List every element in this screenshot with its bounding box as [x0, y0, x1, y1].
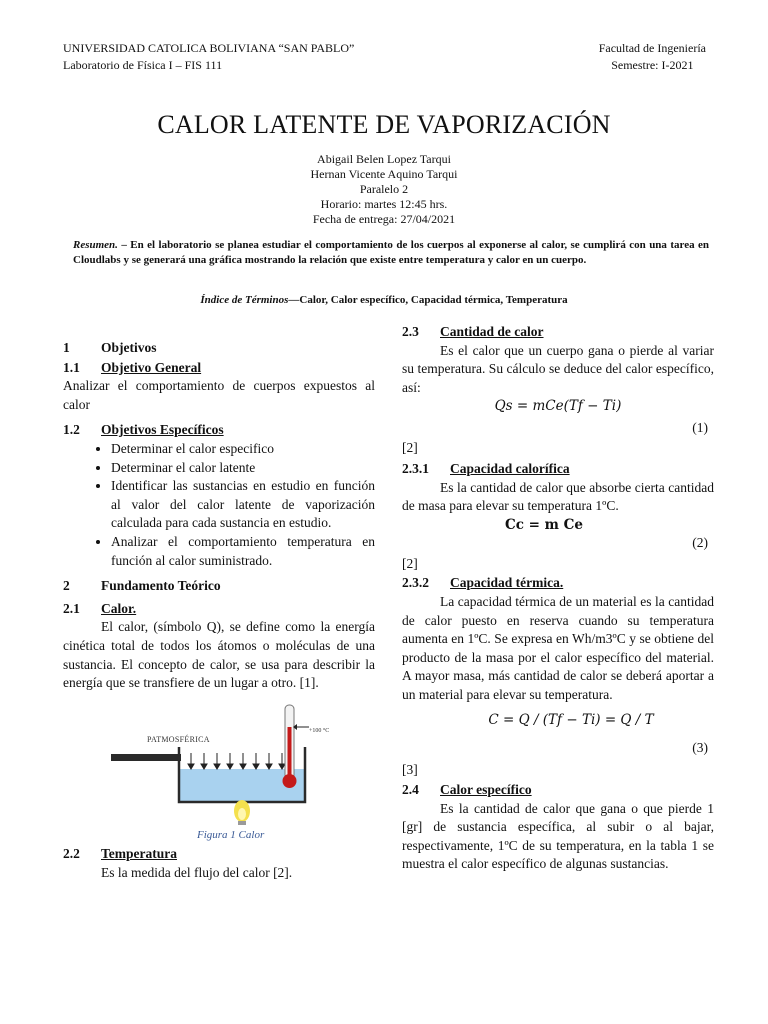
- figure-heating-diagram: [109, 703, 349, 825]
- reference: [3]: [402, 761, 418, 777]
- paralelo: Paralelo 2: [359, 182, 409, 196]
- schedule: Horario: martes 12:45 hrs.: [320, 197, 448, 211]
- paragraph: La capacidad térmica de un material es la cantidad de calor puesto en reserva cuando su temperatura aumenta en 1ºC. Se expresa en Wh/m3ºC y se obtiene del producto de la masa por el calor específico del material. A mayor masa, más cantidad de calor se deberá aportar a un material para elevar su temperatura.: [402, 593, 714, 702]
- equation-number: (2): [692, 534, 708, 550]
- paragraph: Es el calor que un cuerpo gana o pierde al variar su temperatura. Su cálculo se deduce del calor específico, así:: [402, 342, 714, 395]
- section-heading: 2 Fundamento Teórico: [63, 578, 221, 594]
- equation-1-number-row: [402, 419, 714, 437]
- section-heading: 2.4 Calor específico: [402, 782, 532, 798]
- equation-1: [402, 397, 714, 419]
- equation-2-number-row: [402, 534, 714, 552]
- section-heading: 2.3.2 Capacidad térmica.: [402, 575, 564, 591]
- section-heading: 2.2 Temperatura: [63, 846, 177, 862]
- index-terms: [0, 294, 768, 306]
- abstract-text: – En el laboratorio se planea estudiar el comportamiento de los cuerpos al exponerse al calor, se cumplirá con una tarea en Cloudlabs y se generará una gráfica mostrando la relación que existe entre temperatura y calor en un cuerpo.: [73, 239, 709, 266]
- list-item: • Analizar el comportamiento temperatura en función al calor suministrado.: [111, 533, 375, 570]
- section-heading: 1 Objetivos: [63, 340, 157, 355]
- section-heading: 2.3 Cantidad de calor: [402, 324, 544, 339]
- author-1: Abigail Belen Lopez Tarqui: [317, 152, 451, 166]
- due-date: Fecha de entrega: 27/04/2021: [312, 212, 456, 226]
- temperature-label: +100 °C: [309, 727, 330, 734]
- section-heading: 1.1 Objetivo General: [63, 359, 202, 375]
- right-column: [402, 323, 714, 874]
- author-2: Hernan Vicente Aquino Tarqui: [310, 167, 458, 181]
- list-item: • Determinar el calor latente: [111, 459, 375, 478]
- pot-handle: [111, 754, 181, 761]
- abstract: [73, 238, 709, 268]
- equation-3-number-row: [402, 739, 714, 757]
- paragraph: Es la cantidad de calor que gana o que pierde 1 [gr] de sustancia específica, al subir o al bajar, respectivamente, 1ºC de su temperatura, en la tabla 1 se muestra el calor específico de algunas sustancias.: [402, 800, 714, 872]
- list-item: • Determinar el calor especifico: [111, 440, 375, 459]
- figure-caption: Figura 1 Calor: [197, 828, 265, 841]
- pressure-arrows: [188, 753, 285, 769]
- equation-2: [374, 516, 714, 534]
- mercury: [288, 727, 292, 779]
- reference: [2]: [402, 440, 418, 456]
- equation-number: (1): [692, 420, 708, 436]
- section-heading: 2.3.1 Capacidad calorífica: [402, 460, 570, 476]
- index-terms-lead: Índice de Términos: [200, 294, 289, 306]
- paragraph: Es la medida del flujo del calor [2].: [101, 864, 293, 880]
- burner: [238, 821, 246, 825]
- paragraph: El calor, (símbolo Q), se define como la energía cinética total de todos los átomos o moléculas de una sustancia. El concepto de calor, se usa para describir la energía que se transfiere de un lugar a otro. [1].: [63, 619, 375, 691]
- reference: [2]: [402, 555, 418, 571]
- index-terms-text: —Calor, Calor específico, Capacidad térmica, Temperatura: [288, 294, 568, 306]
- semester-label: Semestre: I-2021: [611, 58, 694, 72]
- list-item: • Identificar las sustancias en estudio en función al valor del calor latente de vaporización calculada para cada sustancia en estudio.: [111, 477, 375, 533]
- section-heading: 1.2 Objetivos Específicos: [63, 422, 224, 438]
- section-heading: 2.1 Calor.: [63, 600, 137, 616]
- equation-3: [428, 705, 714, 739]
- atmospheric-pressure-label: PATMOSFÉRICA: [147, 734, 210, 744]
- left-column: [63, 339, 375, 882]
- thermometer-bulb: [283, 774, 297, 788]
- paragraph: Es la cantidad de calor que absorbe cierta cantidad de masa para elevar su temperatura 1ºC.: [402, 479, 714, 514]
- equation-number: (3): [692, 739, 708, 755]
- equation-3-text: C = Q / (Tf − Ti) = Q / T: [488, 711, 654, 728]
- equation-2-text: Cc = m Ce: [505, 516, 583, 533]
- paragraph: Analizar el comportamiento de cuerpos expuestos al calor: [63, 378, 375, 412]
- document-title: CALOR LATENTE DE VAPORIZACIÓN: [157, 110, 611, 139]
- header-right: [599, 40, 706, 74]
- abstract-lead: Resumen.: [73, 239, 118, 251]
- lab-name: Laboratorio de Física I – FIS 111: [63, 58, 223, 72]
- faculty-name: Facultad de Ingeniería: [598, 41, 706, 55]
- university-name: UNIVERSIDAD CATOLICA BOLIVIANA “SAN PABLO”: [63, 41, 355, 55]
- author-block: [0, 152, 768, 227]
- objectives-list: [63, 440, 375, 570]
- equation-1-text: Qs = mCe(Tf − Ti): [494, 398, 622, 415]
- header-left: [63, 40, 354, 74]
